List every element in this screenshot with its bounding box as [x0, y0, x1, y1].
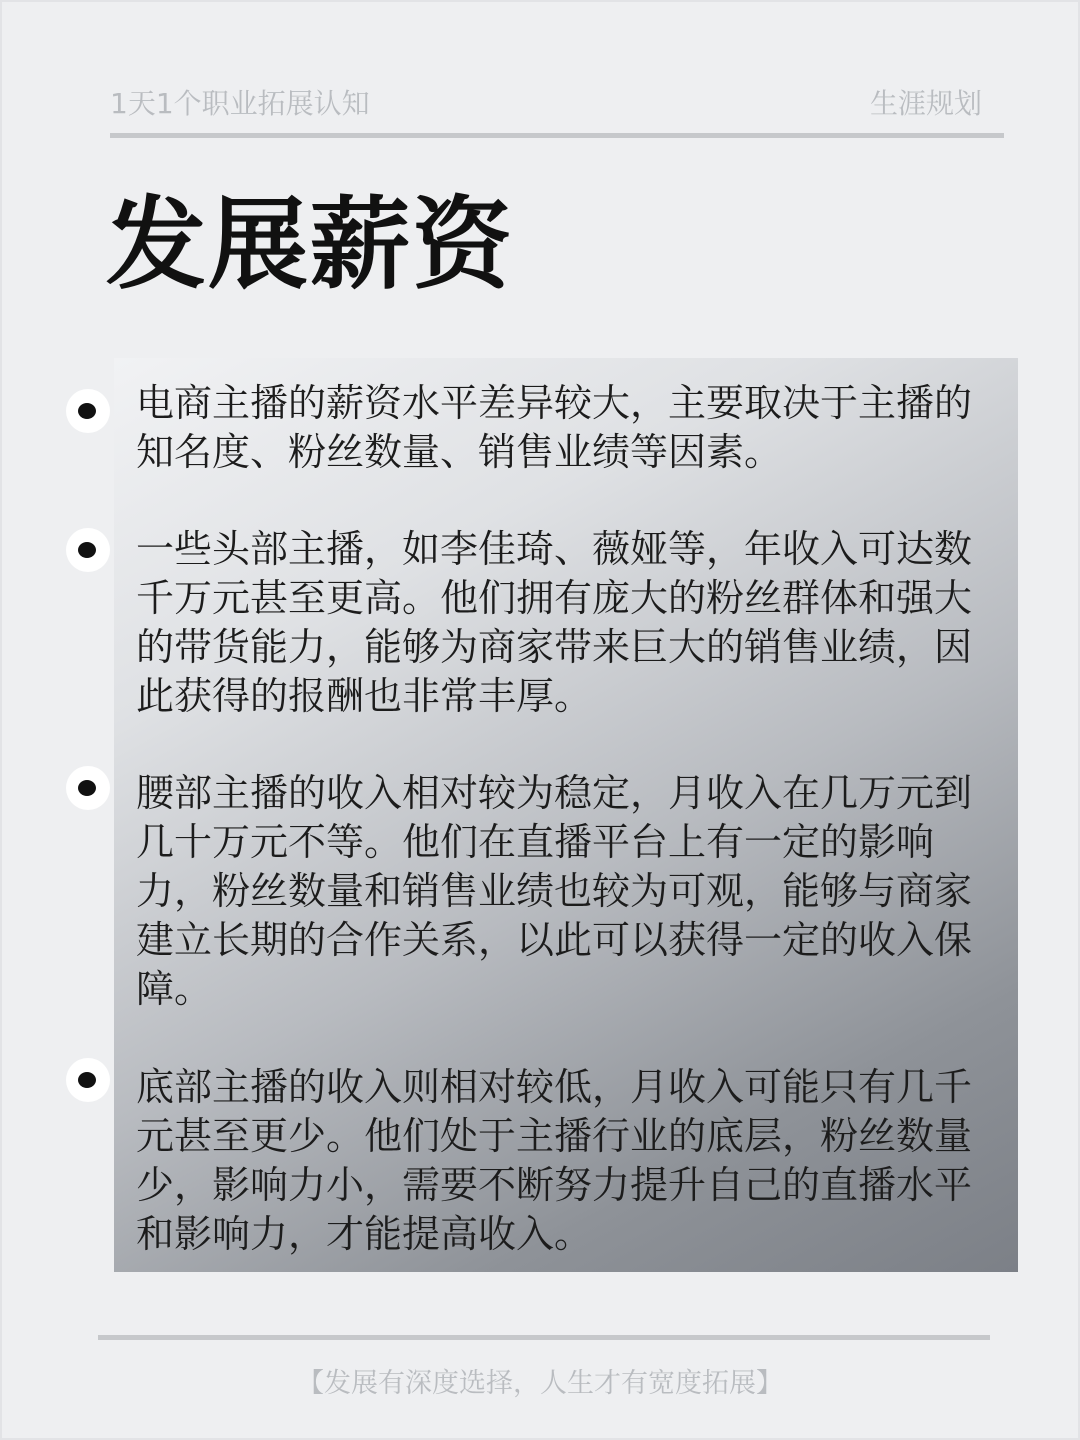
- footer-tagline: 【发展有深度选择，人生才有宽度拓展】: [297, 1368, 783, 1399]
- bullet-text: 底部主播的收入则相对较低，月收入可能只有几千元甚至更少。他们处于主播行业的底层，粉丝数量少，影响力小，需要不断努力提升自己的直播水平和影响力，才能提高收入。: [136, 1065, 973, 1256]
- bullet-text: 一些头部主播，如李佳琦、薇娅等，年收入可达数千万元甚至更高。他们拥有庞大的粉丝群体和强大的带货能力，能够为商家带来巨大的销售业绩，因此获得的报酬也非常丰厚。: [136, 527, 973, 718]
- bullet-text: 电商主播的薪资水平差异较大，主要取决于主播的知名度、粉丝数量、销售业绩等因素。: [136, 381, 973, 474]
- bullet-dot-icon: [66, 766, 110, 810]
- footer-divider: [98, 1335, 990, 1340]
- bullet-dot-icon: [66, 389, 110, 433]
- bullet-dot-icon: [66, 1058, 110, 1102]
- page-title: 发展薪资: [106, 186, 514, 303]
- bullet-text: 腰部主播的收入相对较为稳定，月收入在几万元到几十万元不等。他们在直播平台上有一定的影响力，粉丝数量和销售业绩也较为可观，能够与商家建立长期的合作关系，以此可以获得一定的收入保障。: [136, 771, 973, 1011]
- page-header: [110, 84, 982, 128]
- bullet-dot-icon: [66, 528, 110, 572]
- series-label: 1天1个职业拓展认知: [110, 87, 370, 120]
- header-divider: [110, 133, 1004, 138]
- category-label: 生涯规划: [869, 87, 982, 120]
